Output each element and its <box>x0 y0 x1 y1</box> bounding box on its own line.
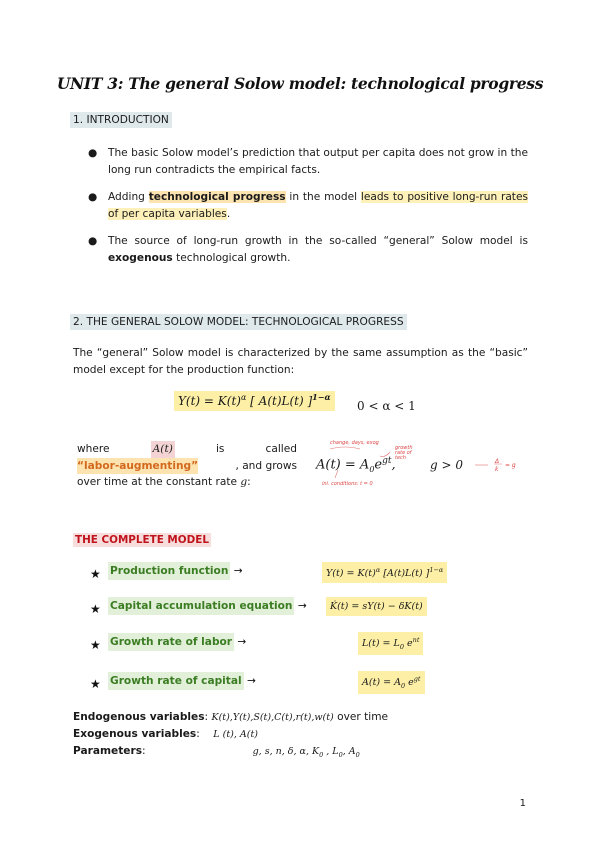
production-function-equation: $Y(t) = K(t)^\alpha$ [ A(t)L(t) ]$^{1-\alpha}$ <box>174 392 335 408</box>
labor-augmenting-definition: where A(t) is called “labor-augmenting” , and grows over time at the constant rate g: <box>77 443 297 488</box>
model-row-capital-accumulation: ★ Capital accumulation equation → K̇(t) = sY(t) − δK(t) <box>90 600 530 620</box>
labor-augmenting-highlight: “labor-augmenting” <box>77 458 198 475</box>
capital-growth-eq: $A(t) = A_0$ $e^{gt}$ <box>358 671 425 694</box>
handwritten-note: = g <box>505 462 516 469</box>
handwritten-note: change, days, exog <box>330 440 379 446</box>
highlight-technological-progress: technological progress <box>148 191 286 203</box>
highlight-positive-rates: leads to positive long-run rates of per capita variables <box>108 191 528 220</box>
handwritten-note: growth rate of tech <box>395 445 413 461</box>
section-2-paragraph: The “general” Solow model is characterized by the same assumption as the “basic” model except for the production function: <box>73 347 528 376</box>
list-item: ● Adding technological progress in the model leads to positive long-run rates of per capita variables. <box>88 191 528 220</box>
parameters: Parameters: g, s, n, δ, α, $K_0$ , $L_0$, $A_0$ <box>73 745 360 759</box>
model-row-labor-growth: ★ Growth rate of labor → $L(t) = L_0$ $e^{nt}$ <box>90 636 530 656</box>
section-1-heading: 1. INTRODUCTION <box>70 114 172 126</box>
g-positive-condition: g > 0 <box>430 458 463 472</box>
model-row-production: ★ Production function → $Y(t) = K(t)^\alpha$ [A(t)L(t) ]$^{1-\alpha}$ <box>90 565 530 585</box>
star-icon: ★ <box>90 602 101 616</box>
star-icon: ★ <box>90 638 101 652</box>
list-item: ● The source of long-run growth in the so-called “general” Solow model is exogenous technological growth. <box>88 235 528 264</box>
page-number: 1 <box>519 798 526 809</box>
list-item: ● The basic Solow model’s prediction that output per capita does not grow in the long run contradicts the empirical facts. <box>88 147 528 176</box>
bullet-icon: ● <box>88 191 98 203</box>
star-icon: ★ <box>90 567 101 581</box>
labor-growth-eq: $L(t) = L_0$ $e^{nt}$ <box>358 632 423 655</box>
complete-model-heading: THE COMPLETE MODEL <box>75 534 209 546</box>
exogenous-variables: Exogenous variables: L (t), A(t) <box>73 728 258 740</box>
alpha-constraint: 0 < α < 1 <box>357 399 416 413</box>
bullet-icon: ● <box>88 235 98 247</box>
handwritten-note: k <box>495 466 499 473</box>
exogenous-emphasis: exogenous <box>108 251 173 264</box>
section-2-heading: 2. THE GENERAL SOLOW MODEL: TECHNOLOGICAL PROGRESS <box>70 316 407 328</box>
production-function-eq: $Y(t) = K(t)^\alpha$ [A(t)L(t) ]$^{1-\alpha}$ <box>322 562 447 583</box>
handwritten-note: Δ <box>495 458 500 465</box>
capital-accumulation-eq: K̇(t) = sY(t) − δK(t) <box>326 597 427 616</box>
variables-block <box>73 709 388 763</box>
technology-growth-equation: $A(t) = A_0e^{gt}$, <box>316 456 396 474</box>
endogenous-variables: Endogenous variables: K(t),Y(t),S(t),C(t),r(t),w(t) over time <box>73 711 389 723</box>
handwritten-note: ini. conditions: t = 0 <box>322 481 373 487</box>
a-of-t-highlight: A(t) <box>151 441 175 458</box>
bullet-icon: ● <box>88 147 98 159</box>
page-title: UNIT 3: The general Solow model: technological progress <box>56 74 544 93</box>
model-row-capital-growth: ★ Growth rate of capital → $A(t) = A_0$ $e^{gt}$ <box>90 675 530 695</box>
star-icon: ★ <box>90 677 101 691</box>
